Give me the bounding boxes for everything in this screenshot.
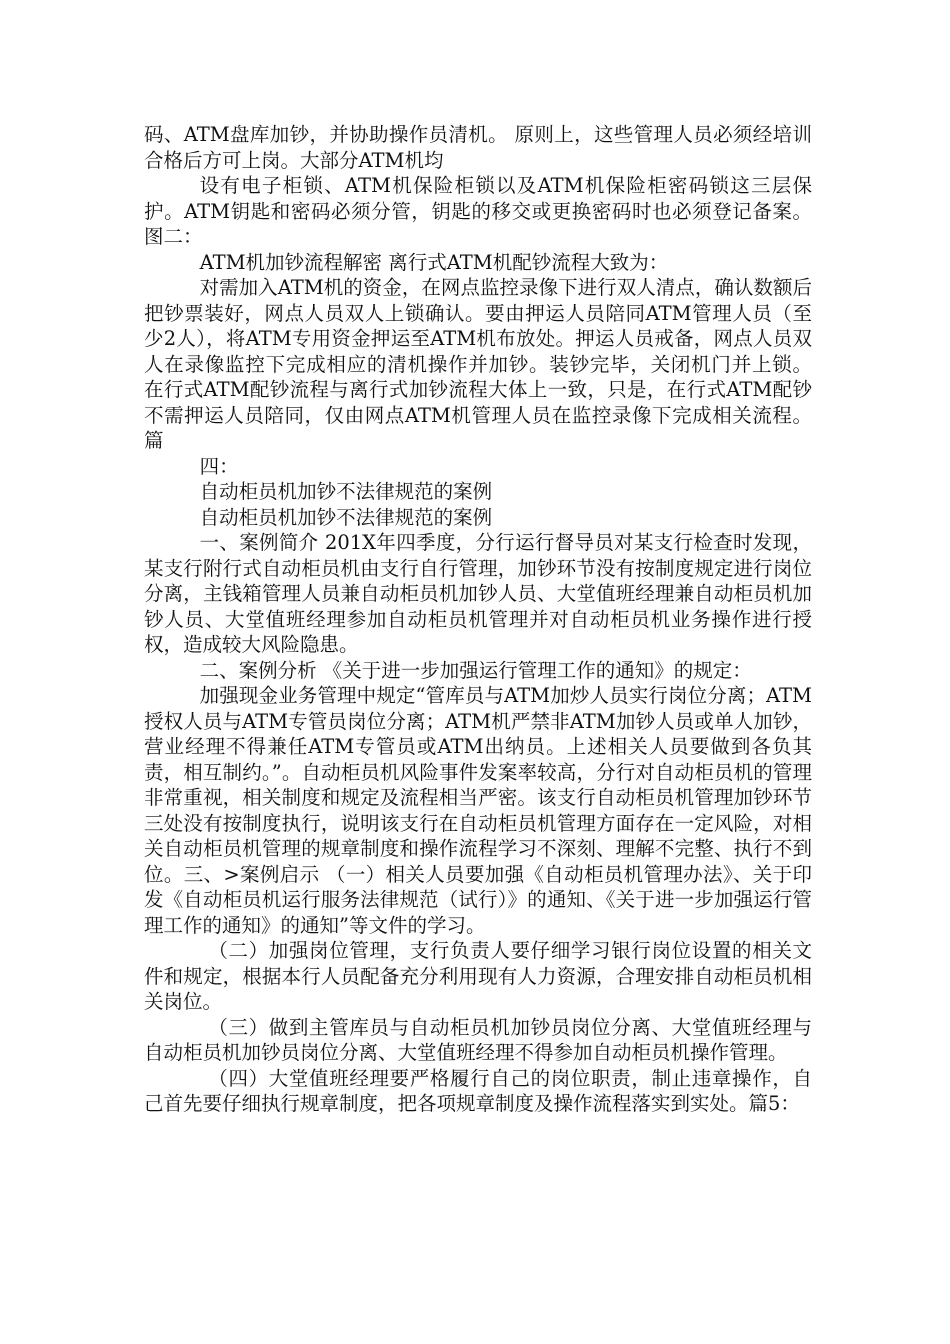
paragraph-process-detail: 对需加入ATM机的资金，在网点监控录像下进行双人清点，确认数额后把钞票装好，网点人员双人上锁确认。要由押运人员陪同ATM管理人员（至少2人），将ATM专用资金押运至ATM机布放处。押运人员戒备，网点人员双人在录像监控下完成相应的清机操作并加钞。装钞完毕，关闭机门并上锁。 在行式ATM配钞流程与离行式加钞流程大体上一致，只是，在行式ATM配钞不需押运人员陪同，仅由网点ATM机管理人员在监控录像下完成相关流程。 篇	[144, 276, 812, 452]
paragraph-section-four: 四：	[199, 454, 239, 478]
paragraph-point-three: （三）做到主管库员与自动柜员机加钞员岗位分离、大堂值班经理与自动柜员机加钞员岗位分离、大堂值班经理不得参加自动柜员机操作管理。	[144, 1015, 812, 1064]
paragraph-atm-staff: 码、ATM盘库加钞，并协助操作员清机。 原则上，这些管理人员必须经培训合格后方可上岗。大部分ATM机均	[144, 123, 812, 172]
paragraph-cash-management: 加强现金业务管理中规定“管库员与ATM加炒人员实行岗位分离；ATM授权人员与ATM专管员岗位分离；ATM机严禁非ATM加钞人员或单人加钞，营业经理不得兼任ATM专管员或ATM出纳员。上述相关人员要做到各负其责，相互制约。”。自动柜员机风险事件发案率较高，分行对自动柜员机的管理非常重视，相关制度和规定及流程相当严密。该支行自动柜员机管理加钞环节三处没有按制度执行，说明该支行在自动柜员机管理方面存在一定风险，对相关自动柜员机管理的规章制度和操作流程学习不深刻、理解不完整、执行不到位。三、>案例启示 （一）相关人员要加强《自动柜员机管理办法》、关于印发《自动柜员机运行服务法律规范（试行）》的通知、《关于进一步加强运行管理工作的通知》的通知”等文件的学习。	[144, 684, 812, 937]
paragraph-atm-locks: 设有电子柜锁、ATM机保险柜锁以及ATM机保险柜密码锁这三层保护。ATM钥匙和密码必须分管，钥匙的移交或更换密码时也必须登记备案。 图二：	[144, 174, 812, 248]
paragraph-case-title: 自动柜员机加钞不法律规范的案例	[199, 480, 493, 503]
paragraph-case-title-repeat: 自动柜员机加钞不法律规范的案例	[199, 505, 493, 529]
paragraph-case-analysis: 二、案例分析 《关于进一步加强运行管理工作的通知》的规定：	[199, 658, 752, 682]
paragraph-process-heading: ATM机加钞流程解密 离行式ATM机配钞流程大致为：	[199, 250, 669, 274]
document-page	[144, 122, 812, 1117]
paragraph-point-four: （四）大堂值班经理要严格履行自己的岗位职责，制止违章操作，自己首先要仔细执行规章制度，把各项规章制度及操作流程落实到实处。篇5：	[144, 1066, 812, 1115]
paragraph-case-intro: 一、案例简介 201X年四季度，分行运行督导员对某支行检查时发现，某支行附行式自动柜员机由支行自行管理，加钞环节没有按制度规定进行岗位分离，主钱箱管理人员兼自动柜员机加钞人员、大堂值班经理兼自动柜员机加钞人员、大堂值班经理参加自动柜员机管理并对自动柜员机业务操作进行授权，造成较大风险隐患。	[144, 531, 812, 656]
paragraph-point-two: （二）加强岗位管理，支行负责人要仔细学习银行岗位设置的相关文件和规定，根据本行人员配备充分利用现有人力资源，合理安排自动柜员机相关岗位。	[144, 939, 812, 1013]
